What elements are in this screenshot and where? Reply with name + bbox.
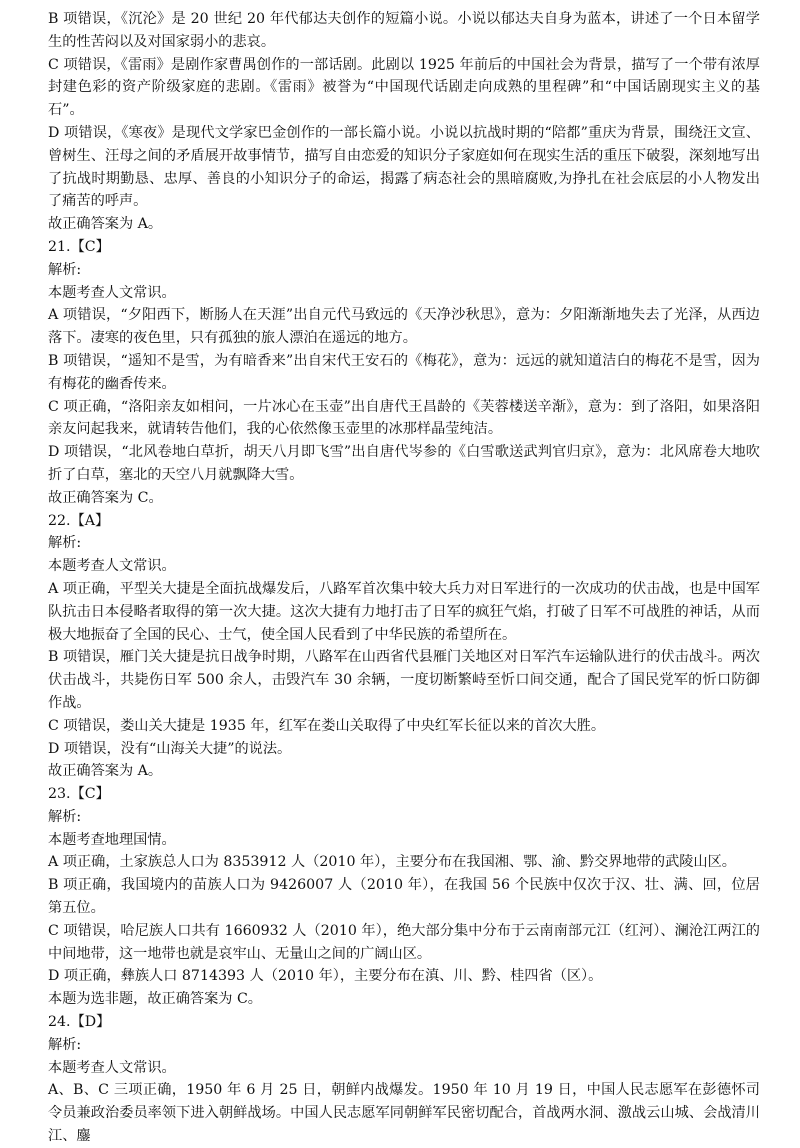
question-23-answer: 23.【C】: [48, 786, 110, 803]
paragraph-c-leiyu: C 项错误，《雷雨》是剧作家曹禺创作的一部话剧。此剧以 1925 年前后的中国社会为背景，描写了一个带有浓厚封建色彩的资产阶级家庭的悲剧。《雷雨》被誉为“中国现代话剧走向成熟的里程碑”和“中国话剧现实主义的基石”。: [48, 56, 760, 119]
paragraph-22-a: A 项正确，平型关大捷是全面抗战爆发后，八路军首次集中较大兵力对日军进行的一次成功的伏击战，也是中国军队抗击日本侵略者取得的第一次大捷。这次大捷有力地打击了日军的疯狂气焰，打破了日军不可战胜的神话，从而极大地振奋了全国的民心、士气，使全国人民看到了中华民族的希望所在。: [48, 580, 760, 643]
paragraph-b-chenlun: B 项错误，《沉沦》是 20 世纪 20 年代郁达夫创作的短篇小说。小说以郁达夫自身为蓝本，讲述了一个日本留学生的性苦闷以及对国家弱小的悲哀。: [48, 11, 760, 50]
analysis-label: 解析:: [48, 261, 82, 278]
paragraph-21-b: B 项错误，“遥知不是雪，为有暗香来”出自宋代王安石的《梅花》，意为：远远的就知道洁白的梅花不是雪，因为有梅花的幽香传来。: [48, 352, 760, 392]
paragraph-22-d: D 项错误，没有“山海关大捷”的说法。: [48, 740, 292, 757]
question-22-answer: 22.【A】: [48, 512, 110, 529]
paragraph-21-c: C 项正确，“洛阳亲友如相问，一片冰心在玉壶”出自唐代王昌龄的《芙蓉楼送辛渐》，意为：到了洛阳，如果洛阳亲友问起我来，就请转告他们，我的心依然像玉壶里的冰那样晶莹纯洁。: [48, 398, 760, 438]
analysis-label: 解析:: [48, 535, 82, 552]
paragraph-d-hanye: D 项错误，《寒夜》是现代文学家巴金创作的一部长篇小说。小说以抗战时期的“陪都”重庆为背景，围绕汪文宣、曾树生、汪母之间的矛盾展开故事情节，描写自由恋爱的知识分子家庭如何在现实生活的重压下破裂，深刻地写出了抗战时期勤恳、忠厚、善良的小知识分子的命运，揭露了病态社会的黑暗腐败,为挣扎在社会底层的小人物发出了痛苦的呼声。: [48, 124, 760, 210]
topic-line: 本题考查人文常识。: [48, 1059, 176, 1076]
analysis-label: 解析:: [48, 808, 82, 825]
topic-line: 本题考查地理国情。: [48, 831, 176, 848]
paragraph-21-d: D 项错误，“北风卷地白草折，胡天八月即飞雪”出自唐代岑参的《白雪歌送武判官归京》，意为：北风席卷大地吹折了白草，塞北的天空八月就飘降大雪。: [48, 444, 760, 483]
paragraph-23-b: B 项正确，我国境内的苗族人口为 9426007 人（2010 年），在我国 56 个民族中仅次于汉、壮、满、回，位居第五位。: [48, 877, 760, 917]
topic-line: 本题考查人文常识。: [48, 284, 176, 301]
answer-conclusion: 故正确答案为 A。: [48, 216, 163, 233]
answer-conclusion: 本题为选非题，故正确答案为 C。: [48, 991, 262, 1008]
paragraph-23-d: D 项正确，彝族人口 8714393 人（2010 年），主要分布在滇、川、黔、桂四省（区）。: [48, 968, 603, 985]
analysis-label: 解析:: [48, 1036, 82, 1053]
answer-explanation-page: [48, 8, 760, 1148]
paragraph-23-a: A 项正确，土家族总人口为 8353912 人（2010 年），主要分布在我国湘、鄂、渝、黔交界地带的武陵山区。: [48, 854, 736, 871]
paragraph-22-b: B 项错误，雁门关大捷是抗日战争时期，八路军在山西省代县雁门关地区对日军汽车运输队进行的伏击战斗。两次伏击战斗，共毙伤日军 500 余人，击毁汽车 30 余辆，一度切断繁峙至忻口间交通，配合了国民党军的忻口防御作战。: [48, 649, 760, 711]
topic-line: 本题考查人文常识。: [48, 558, 176, 575]
paragraph-22-c: C 项错误，娄山关大捷是 1935 年，红军在娄山关取得了中央红军长征以来的首次大胜。: [48, 717, 606, 734]
question-21-answer: 21.【C】: [48, 238, 110, 255]
paragraph-23-c: C 项错误，哈尼族人口共有 1660932 人（2010 年），绝大部分集中分布于云南南部元江（红河）、澜沧江两江的中间地带，这一地带也就是哀牢山、无量山之间的广阔山区。: [48, 922, 760, 962]
paragraph-24-abc: A、B、C 三项正确，1950 年 6 月 25 日，朝鲜内战爆发。1950 年 10 月 19 日，中国人民志愿军在彭德怀司令员兼政治委员率领下进入朝鲜战场。中国人民志愿军同朝鲜军民密切配合，首战两水洞、激战云山城、会战清川江、鏖: [48, 1082, 760, 1145]
answer-conclusion: 故正确答案为 C。: [48, 489, 163, 506]
answer-conclusion: 故正确答案为 A。: [48, 763, 163, 780]
question-24-answer: 24.【D】: [48, 1014, 111, 1031]
paragraph-21-a: A 项错误，“夕阳西下，断肠人在天涯”出自元代马致远的《天净沙秋思》，意为：夕阳渐渐地失去了光泽，从西边落下。凄寒的夜色里，只有孤独的旅人漂泊在遥远的地方。: [48, 307, 760, 347]
